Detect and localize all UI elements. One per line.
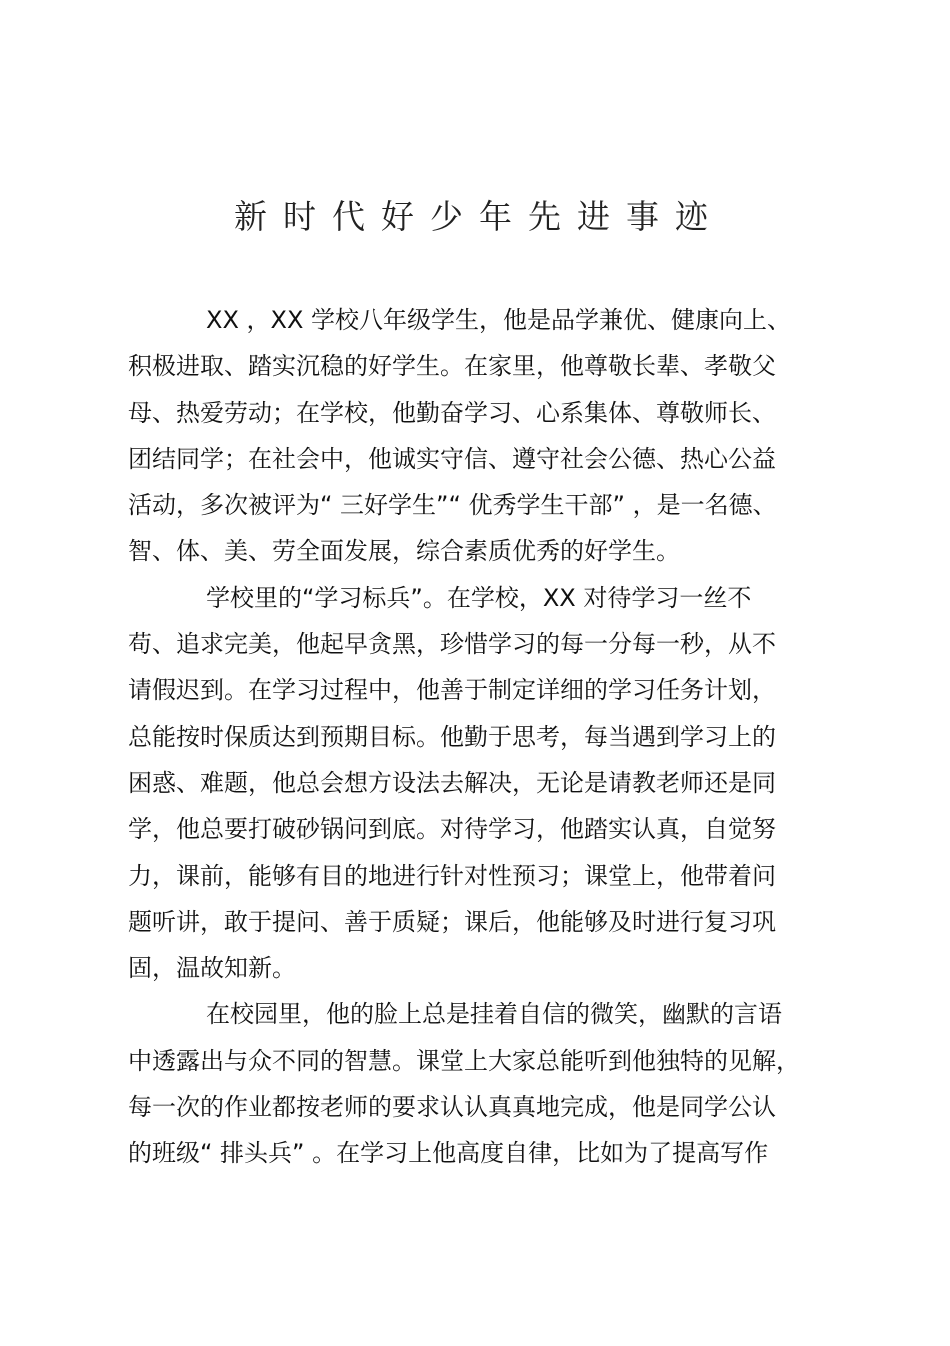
text-line: 题听讲，敢于提问、善于质疑；课后，他能够及时进行复习巩 [128,907,776,936]
text-line: XX ，XX 学校八年级学生，他是品学兼优、健康向上、 [206,306,792,334]
text-line: 智、体、美、劳全面发展，综合素质优秀的好学生。 [128,537,680,566]
text-line: 力，课前，能够有目的地进行针对性预习；课堂上，他带着问 [128,861,776,890]
document-title: 新时代好少年先进事迹 [234,197,724,236]
text-line: 母、热爱劳动；在学校，他勤奋学习、心系集体、尊敬师长、 [128,398,776,427]
text-line: 学校里的“学习标兵”。在学校，XX 对待学习一丝不 [206,583,752,612]
text-line: 中透露出与众不同的智慧。课堂上大家总能听到他独特的见解， [128,1046,800,1075]
text-line: 积极进取、踏实沉稳的好学生。在家里，他尊敬长辈、孝敬父 [128,352,776,381]
text-line: 活动，多次被评为“ 三好学生”“ 优秀学生干部” ，是一名德、 [128,491,777,520]
document-body [128,297,828,1177]
text-line: 固，温故知新。 [128,954,296,983]
text-line: 苟、追求完美，他起早贪黑，珍惜学习的每一分每一秒，从不 [128,630,776,659]
text-line: 每一次的作业都按老师的要求认认真真地完成，他是同学公认 [128,1093,776,1122]
text-line: 总能按时保质达到预期目标。他勤于思考，每当遇到学习上的 [128,722,776,751]
text-line: 困惑、难题，他总会想方设法去解决，无论是请教老师还是同 [128,768,776,797]
text-line: 团结同学；在社会中，他诚实守信、遵守社会公德、热心公益 [128,444,776,473]
text-line: 的班级“ 排头兵” 。在学习上他高度自律，比如为了提高写作 [128,1139,769,1168]
text-line: 学，他总要打破砂锅问到底。对待学习，他踏实认真，自觉努 [128,815,776,844]
text-line: 请假迟到。在学习过程中，他善于制定详细的学习任务计划， [128,676,776,705]
text-line: 在校园里，他的脸上总是挂着自信的微笑，幽默的言语 [206,1000,782,1029]
